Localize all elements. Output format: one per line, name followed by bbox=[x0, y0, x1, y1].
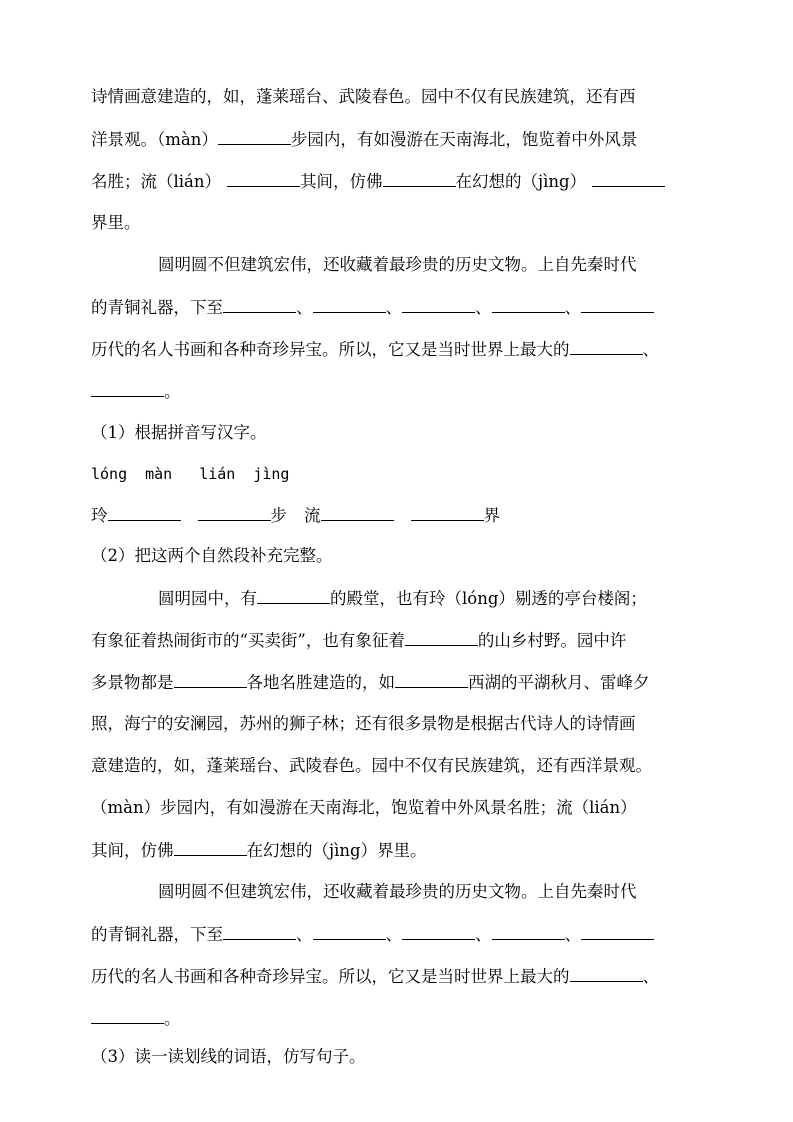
separator: 、 bbox=[564, 298, 581, 317]
text: 圆明园中，有 bbox=[158, 589, 257, 608]
text-line bbox=[158, 254, 778, 276]
answer-blank[interactable] bbox=[570, 338, 643, 355]
text: 历代的名人书画和各种奇珍异宝。所以，它又是当时世界上最大的 bbox=[91, 340, 570, 359]
separator: 、 bbox=[296, 925, 313, 944]
answer-blank[interactable] bbox=[395, 671, 468, 688]
text: 历代的名人书画和各种奇珍异宝。所以，它又是当时世界上最大的 bbox=[91, 967, 570, 986]
separator: 、 bbox=[385, 925, 402, 944]
answer-blank[interactable] bbox=[402, 923, 475, 940]
answer-blank[interactable] bbox=[592, 170, 665, 187]
text: 各地名胜建造的，如 bbox=[246, 673, 395, 692]
text-line bbox=[91, 923, 711, 946]
answer-blank[interactable] bbox=[198, 504, 271, 521]
text: 界里。 bbox=[91, 213, 141, 232]
text-line bbox=[91, 713, 711, 735]
separator: 、 bbox=[642, 340, 659, 359]
char-jie: 界 bbox=[483, 506, 500, 525]
answer-blank[interactable] bbox=[321, 504, 394, 521]
question-3-label: （3）读一读划线的词语，仿写句子。 bbox=[91, 1047, 366, 1066]
pinyin-3: lián bbox=[199, 465, 236, 483]
text: 意建造的，如，蓬莱瑶台、武陵春色。园中不仅有民族建筑，还有西洋景观。 bbox=[91, 756, 652, 775]
answer-blank[interactable] bbox=[581, 296, 654, 313]
text-line bbox=[91, 86, 711, 108]
separator: 、 bbox=[475, 925, 492, 944]
answer-blank[interactable] bbox=[581, 923, 654, 940]
text: 圆明圆不但建筑宏伟，还收藏着最珍贵的历史文物。上自先秦时代 bbox=[158, 255, 637, 274]
answer-blank[interactable] bbox=[174, 671, 247, 688]
question-label bbox=[91, 545, 711, 567]
text-line bbox=[91, 338, 711, 361]
text: 洋景观。（màn） bbox=[91, 130, 218, 149]
character-answer-row bbox=[91, 504, 711, 527]
answer-blank[interactable] bbox=[174, 839, 247, 856]
text: 名胜；流（lián） bbox=[91, 172, 222, 191]
text: （màn）步园内，有如漫游在天南海北，饱览着中外风景名胜；流（lián） bbox=[91, 798, 637, 817]
question-label bbox=[91, 422, 711, 444]
answer-blank[interactable] bbox=[223, 296, 296, 313]
answer-blank[interactable] bbox=[313, 296, 386, 313]
question-2-label: （2）把这两个自然段补充完整。 bbox=[91, 546, 333, 565]
text: 其间，仿佛 bbox=[91, 841, 174, 860]
answer-blank[interactable] bbox=[570, 965, 643, 982]
text-line bbox=[91, 965, 711, 988]
separator: 、 bbox=[296, 298, 313, 317]
text-line bbox=[91, 755, 711, 777]
pinyin-2: màn bbox=[145, 465, 173, 483]
separator: 、 bbox=[385, 298, 402, 317]
answer-blank[interactable] bbox=[227, 170, 300, 187]
answer-blank[interactable] bbox=[91, 380, 164, 397]
answer-blank[interactable] bbox=[405, 629, 478, 646]
text-line bbox=[158, 881, 778, 903]
pinyin-row bbox=[91, 463, 711, 485]
text-line bbox=[91, 380, 711, 403]
text: 步园内，有如漫游在天南海北，饱览着中外风景 bbox=[290, 130, 638, 149]
text-line bbox=[91, 212, 711, 234]
separator: 、 bbox=[564, 925, 581, 944]
separator: 、 bbox=[475, 298, 492, 317]
text-line bbox=[91, 839, 711, 862]
pinyin-4: jìng bbox=[253, 465, 290, 483]
text: 其间，仿佛 bbox=[300, 172, 383, 191]
separator: 、 bbox=[642, 967, 659, 986]
answer-blank[interactable] bbox=[411, 504, 484, 521]
text: 多景物都是 bbox=[91, 673, 174, 692]
text: 的青铜礼器，下至 bbox=[91, 298, 223, 317]
text: 。 bbox=[164, 382, 181, 401]
text-line bbox=[91, 671, 711, 694]
pinyin-1: lóng bbox=[91, 465, 128, 483]
answer-blank[interactable] bbox=[108, 504, 181, 521]
text: 圆明圆不但建筑宏伟，还收藏着最珍贵的历史文物。上自先秦时代 bbox=[158, 882, 637, 901]
text: 的山乡村野。园中许 bbox=[477, 631, 627, 650]
text: 。 bbox=[164, 1009, 181, 1028]
text-line bbox=[91, 629, 711, 652]
text: 有象征着热闹街市的“买卖街”，也有象征着 bbox=[91, 631, 405, 650]
answer-blank[interactable] bbox=[257, 587, 330, 604]
text: 的青铜礼器，下至 bbox=[91, 925, 223, 944]
question-label bbox=[91, 1046, 711, 1068]
char-ling: 玲 bbox=[91, 506, 108, 525]
answer-blank[interactable] bbox=[313, 923, 386, 940]
answer-blank[interactable] bbox=[492, 923, 565, 940]
text: 的殿堂，也有玲（lóng）剔透的亭台楼阁； bbox=[330, 589, 647, 608]
question-1-label: （1）根据拼音写汉字。 bbox=[91, 423, 267, 442]
text: 照，海宁的安澜园，苏州的狮子林；还有很多景物是根据古代诗人的诗情画 bbox=[91, 714, 636, 733]
answer-blank[interactable] bbox=[218, 128, 291, 145]
text-line bbox=[158, 587, 778, 610]
text: 在幻想的（jìng）界里。 bbox=[246, 841, 427, 860]
text-line bbox=[91, 296, 711, 319]
answer-blank[interactable] bbox=[223, 923, 296, 940]
text: 诗情画意建造的，如，蓬莱瑶台、武陵春色。园中不仅有民族建筑，还有西 bbox=[91, 87, 636, 106]
char-bu: 步 bbox=[270, 506, 287, 525]
text-line bbox=[91, 1007, 711, 1030]
answer-blank[interactable] bbox=[383, 170, 456, 187]
text-line bbox=[91, 170, 711, 193]
answer-blank[interactable] bbox=[91, 1007, 164, 1024]
text-line bbox=[91, 128, 711, 151]
char-liu: 流 bbox=[304, 506, 321, 525]
text: 在幻想的（jìng） bbox=[455, 172, 587, 191]
answer-blank[interactable] bbox=[492, 296, 565, 313]
text-line bbox=[91, 797, 711, 819]
text: 西湖的平湖秋月、雷峰夕 bbox=[468, 673, 650, 692]
answer-blank[interactable] bbox=[402, 296, 475, 313]
